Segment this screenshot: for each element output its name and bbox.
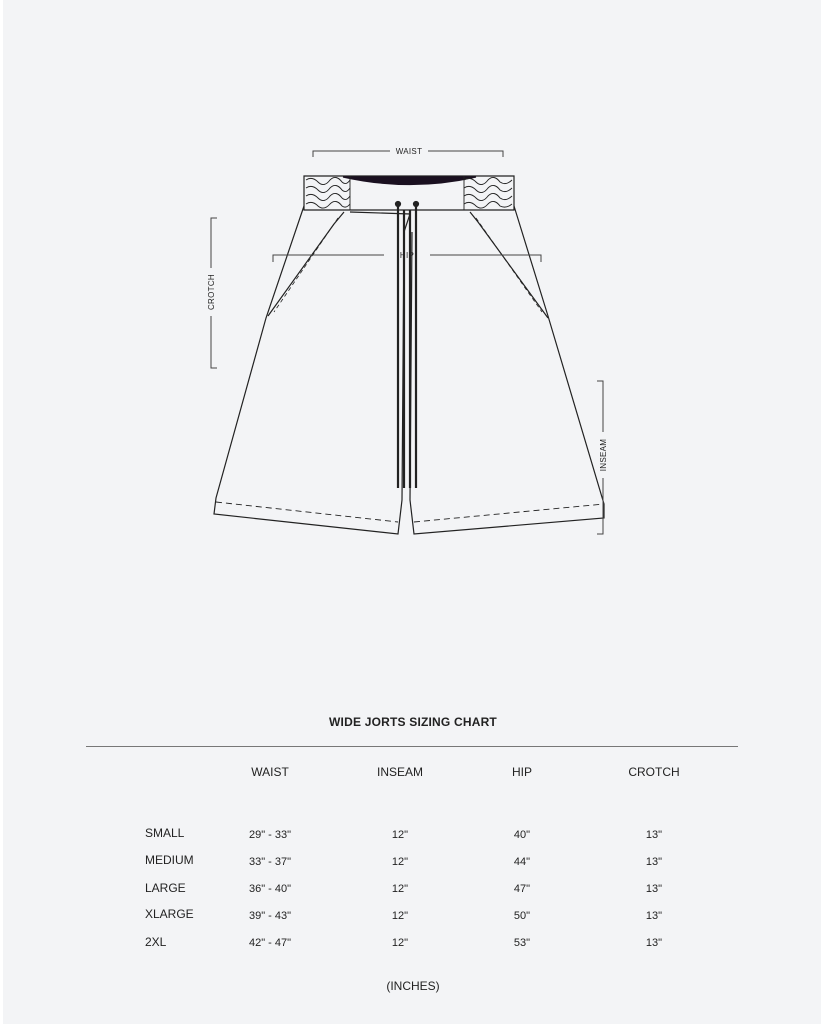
inseam-cell: 12" bbox=[391, 883, 409, 895]
size-label: SMALL bbox=[145, 826, 185, 840]
inseam-cell: 12" bbox=[391, 937, 409, 949]
hip-cell: 53" bbox=[513, 937, 531, 949]
waist-cell: 42" - 47" bbox=[248, 937, 292, 949]
inseam-cell: 12" bbox=[391, 856, 409, 868]
waist-label: WAIST bbox=[395, 147, 423, 156]
size-label: LARGE bbox=[145, 881, 186, 895]
size-label: XLARGE bbox=[145, 907, 194, 921]
column-header-inseam: INSEAM bbox=[376, 765, 424, 779]
hip-cell: 44" bbox=[513, 856, 531, 868]
table-divider bbox=[86, 746, 738, 747]
drawstring-eyelet-right bbox=[414, 202, 419, 207]
waist-cell: 39" - 43" bbox=[248, 910, 292, 922]
waist-cell: 36" - 40" bbox=[248, 883, 292, 895]
sizing-chart-title: WIDE JORTS SIZING CHART bbox=[329, 715, 497, 729]
waist-cell: 29" - 33" bbox=[248, 829, 292, 841]
hip-cell: 40" bbox=[513, 829, 531, 841]
crotch-cell: 13" bbox=[645, 937, 663, 949]
waist-cell: 33" - 37" bbox=[248, 856, 292, 868]
crotch-cell: 13" bbox=[645, 883, 663, 895]
size-label: 2XL bbox=[145, 935, 167, 949]
left-hem-stitch bbox=[216, 502, 398, 522]
column-header-crotch: CROTCH bbox=[628, 765, 680, 779]
drawstring-eyelet-left bbox=[396, 202, 401, 207]
inseam-cell: 12" bbox=[391, 910, 409, 922]
crotch-cell: 13" bbox=[645, 856, 663, 868]
unit-note: (INCHES) bbox=[386, 979, 440, 993]
column-header-waist: WAIST bbox=[251, 765, 289, 779]
hip-cell: 50" bbox=[513, 910, 531, 922]
column-header-hip: HIP bbox=[511, 765, 533, 779]
crotch-label: CROTCH bbox=[207, 273, 216, 311]
right-hem-stitch bbox=[414, 504, 604, 522]
hip-label: HIP bbox=[399, 251, 415, 260]
left-pocket bbox=[268, 212, 344, 316]
hip-cell: 47" bbox=[513, 883, 531, 895]
crotch-cell: 13" bbox=[645, 910, 663, 922]
drawstrings bbox=[398, 206, 416, 488]
crotch-cell: 13" bbox=[645, 829, 663, 841]
size-label: MEDIUM bbox=[145, 853, 194, 867]
inseam-label: INSEAM bbox=[599, 438, 608, 472]
inseam-cell: 12" bbox=[391, 829, 409, 841]
